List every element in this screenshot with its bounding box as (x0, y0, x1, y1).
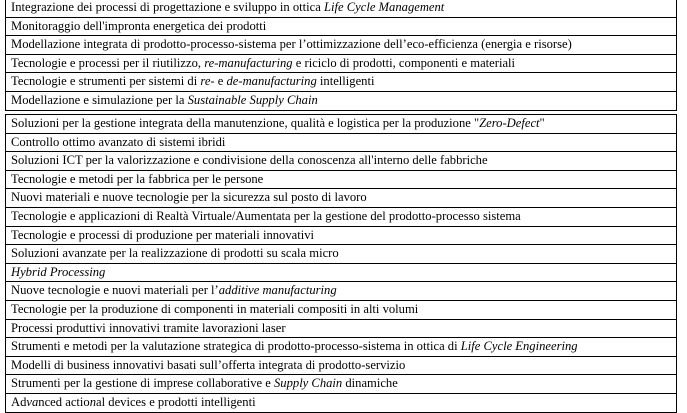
cell-text: Nuove tecnologie e nuovi materiali per l’ (11, 283, 219, 298)
cell-text: i (252, 394, 256, 409)
cell-text: Controllo ottimo avanzato di sistemi ibridi (11, 134, 226, 149)
table-row (6, 17, 677, 36)
table-cell (6, 300, 677, 319)
cell-text: Strumenti e metodi per la valutazione strategica di prodotto-processo-sistema in ottica di (11, 339, 461, 354)
cell-text: a (65, 394, 71, 409)
cell-text: ev (114, 394, 127, 409)
cell-text: Modelli di business innovativi basati sull’offerta integrata di prodotto-servizio (11, 357, 406, 372)
table-row (6, 189, 677, 208)
cell-text: i (126, 394, 130, 409)
cell-text: Modellazione e simulazione per la (11, 92, 188, 107)
table-cell (6, 338, 677, 357)
italic-text: Sustainable Supply Chain (187, 92, 318, 107)
table-row (6, 115, 677, 134)
table-cell (6, 0, 677, 17)
table-cell (6, 152, 677, 171)
table-row (6, 356, 677, 375)
table-row (6, 245, 677, 264)
cell-text: n (242, 394, 249, 409)
cell-text: r (164, 394, 169, 409)
italic-text: Hybrid Processing (11, 264, 106, 279)
cell-text: e p (146, 394, 165, 409)
table-cell (6, 17, 677, 36)
table-cell (6, 356, 677, 375)
table-cell (6, 226, 677, 245)
italic-text: va (26, 394, 39, 409)
table-row (6, 0, 677, 17)
cell-text: Tecnologie e processi di produzione per materiali innovativi (11, 227, 315, 242)
research-topics-table-1 (5, 0, 677, 111)
cell-text: l (219, 394, 224, 409)
table-row (6, 393, 677, 412)
table-cell (6, 282, 677, 301)
italic-text: re- (200, 74, 215, 89)
table-row (6, 36, 677, 55)
italic-text: Life Cycle Management (324, 0, 445, 14)
cell-text: otti (181, 394, 198, 409)
italic-text: de-manufacturing (226, 74, 317, 89)
table-body-2 (6, 115, 677, 413)
cell-text: Monitoraggio dell'impronta energetica dei prodotti (11, 18, 267, 33)
table-row (6, 91, 677, 110)
cell-text: te (210, 394, 220, 409)
cell-text: n (204, 394, 211, 409)
cell-text: Soluzioni per la gestione integrata della manutenzione, qualità e logistica per la produzione " (11, 116, 480, 130)
table-cell (6, 54, 677, 73)
table-cell (6, 73, 677, 92)
cell-text: Tecnologie e strumenti per sistemi di (11, 74, 201, 89)
cell-text: d (174, 394, 182, 409)
cell-text: i (197, 394, 205, 409)
cell-text: intelligenti (316, 74, 375, 89)
table-row (6, 338, 677, 357)
research-topics-table-2 (5, 114, 677, 413)
table-body-1 (6, 0, 677, 110)
table-cell (6, 393, 677, 412)
cell-text: Processi produttivi innovativi tramite lavorazioni laser (11, 320, 286, 335)
italic-text: additive manufacturing (218, 283, 337, 298)
table-row (6, 300, 677, 319)
italic-text: re-manufacturing (204, 55, 293, 70)
cell-text: Integrazione dei processi di progettazione e sviluppo in ottica (11, 0, 324, 14)
table-row (6, 207, 677, 226)
table-cell (6, 133, 677, 152)
table-cell (6, 170, 677, 189)
italic-text: Life Cycle Engineering (460, 339, 578, 354)
cell-text: nced (38, 394, 63, 409)
cell-text: ctio (70, 394, 90, 409)
italic-text: Supply Chain (274, 376, 343, 391)
table-row (6, 152, 677, 171)
cell-text: o (168, 394, 175, 409)
table-cell (6, 245, 677, 264)
cell-text: ge (230, 394, 243, 409)
cell-text: e (214, 74, 227, 89)
table-cell (6, 375, 677, 394)
cell-text: Nuovi materiali e nuove tecnologie per la sicurezza sul posto di lavoro (11, 190, 367, 205)
cell-text: al (96, 394, 109, 409)
table-cell (6, 319, 677, 338)
table-cell (6, 189, 677, 208)
cell-text: Tecnologie e applicazioni di Realtà Virtuale/Aumentata per la gestione del prodotto-processo sistema (11, 208, 521, 223)
cell-text: t (248, 394, 253, 409)
table-cell (6, 263, 677, 282)
cell-text: dinamiche (342, 376, 398, 391)
cell-text: ces (129, 394, 147, 409)
cell-text: e riciclo di prodotti, componenti e materiali (292, 55, 516, 70)
cell-text: Soluzioni ICT per la valorizzazione e condivisione della conoscenza all'interno delle fabbriche (11, 153, 488, 168)
table-row (6, 282, 677, 301)
table-row (6, 263, 677, 282)
table-row (6, 73, 677, 92)
italic-text: n (89, 394, 97, 409)
cell-text: Tecnologie per la produzione di componenti in materiali compositi in alti volumi (11, 301, 419, 316)
cell-text: Modellazione integrata di prodotto-processo-sistema per l’ottimizzazione dell’eco-efficienza (energia e risorse) (11, 37, 572, 52)
table-row (6, 375, 677, 394)
table-row (6, 319, 677, 338)
cell-text: Tecnologie e processi per il riutilizzo, (11, 55, 205, 70)
cell-text: " (539, 116, 545, 130)
table-cell (6, 91, 677, 110)
cell-text: Strumenti per la gestione di imprese collaborative e (11, 376, 274, 391)
table-cell (6, 115, 677, 134)
table-cell (6, 207, 677, 226)
cell-text: d (108, 394, 115, 409)
cell-text: Ad (11, 394, 27, 409)
cell-text: li (223, 394, 231, 409)
cell-text: Tecnologie e metodi per la fabbrica per le persone (11, 171, 264, 186)
table-row (6, 133, 677, 152)
table-row (6, 170, 677, 189)
table-cell (6, 36, 677, 55)
table-row (6, 226, 677, 245)
table-row (6, 54, 677, 73)
cell-text: Soluzioni avanzate per la realizzazione di prodotti su scala micro (11, 246, 339, 261)
italic-text: Zero-Defect (479, 116, 540, 130)
